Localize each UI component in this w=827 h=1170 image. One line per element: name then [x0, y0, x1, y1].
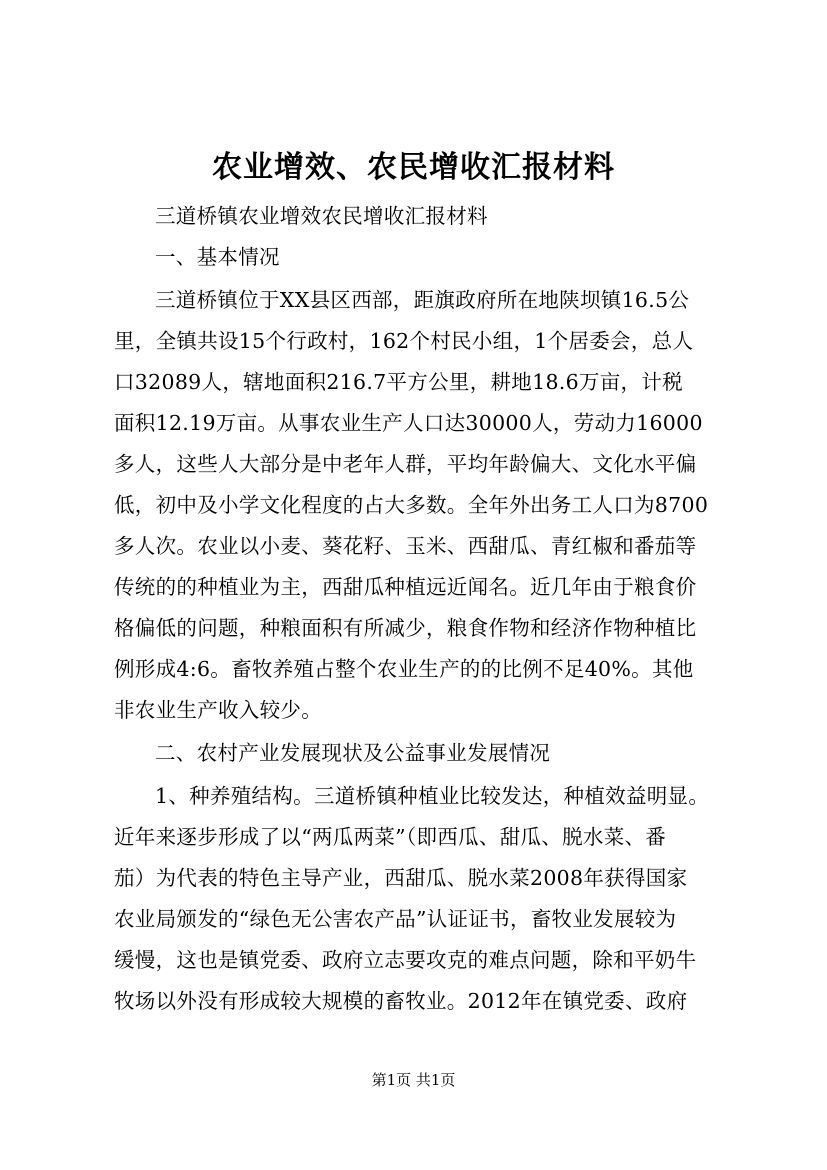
paragraph-line: 里，全镇共设15个行政村，162个村民小组，1个居委会，总人: [114, 329, 694, 353]
document-subtitle: 三道桥镇农业增效农民增收汇报材料: [155, 204, 488, 228]
paragraph-line: 例形成4:6。畜牧养殖占整个农业生产的的比例不足40%。其他: [114, 657, 694, 681]
document-title: 农业增效、农民增收汇报材料: [212, 150, 615, 185]
paragraph-line: 低，初中及小学文化程度的占大多数。全年外出务工人口为8700: [114, 493, 709, 517]
paragraph-line: 面积12.19万亩。从事农业生产人口达30000人，劳动力16000: [114, 411, 703, 435]
paragraph-line: 茄）为代表的特色主导产业，西甜瓜、脱水菜2008年获得国家: [114, 866, 688, 890]
paragraph-line: 传统的的种植业为主，西甜瓜种植远近闻名。近几年由于粮食价: [114, 575, 697, 599]
paragraph-line: 口32089人，辖地面积216.7平方公里，耕地18.6万亩，计税: [114, 370, 683, 394]
paragraph-line: 近年来逐步形成了以“两瓜两菜”（即西瓜、甜瓜、脱水菜、番: [114, 825, 667, 849]
paragraph-line: 农业局颁发的“绿色无公害农产品”认证证书，畜牧业发展较为: [114, 907, 677, 931]
paragraph-line: 非农业生产收入较少。: [114, 698, 322, 722]
page-number-footer: 第1页 共1页: [371, 1071, 456, 1089]
paragraph-line: 1、种养殖结构。三道桥镇种植业比较发达，种植效益明显。: [155, 784, 710, 808]
paragraph-line: 格偏低的问题，种粮面积有所减少，粮食作物和经济作物种植比: [114, 616, 697, 640]
section-heading-industry: 二、农村产业发展现状及公益事业发展情况: [155, 741, 551, 765]
paragraph-line: 缓慢，这也是镇党委、政府立志要攻克的难点问题，除和平奶牛: [114, 948, 697, 972]
paragraph-line: 三道桥镇位于XX县区西部，距旗政府所在地陕坝镇16.5公: [155, 288, 690, 312]
section-heading-basic-info: 一、基本情况: [155, 245, 280, 269]
paragraph-line: 多人次。农业以小麦、葵花籽、玉米、西甜瓜、青红椒和番茄等: [114, 534, 697, 558]
paragraph-line: 牧场以外没有形成较大规模的畜牧业。2012年在镇党委、政府: [114, 989, 688, 1013]
paragraph-line: 多人，这些人大部分是中老年人群，平均年龄偏大、文化水平偏: [114, 452, 697, 476]
